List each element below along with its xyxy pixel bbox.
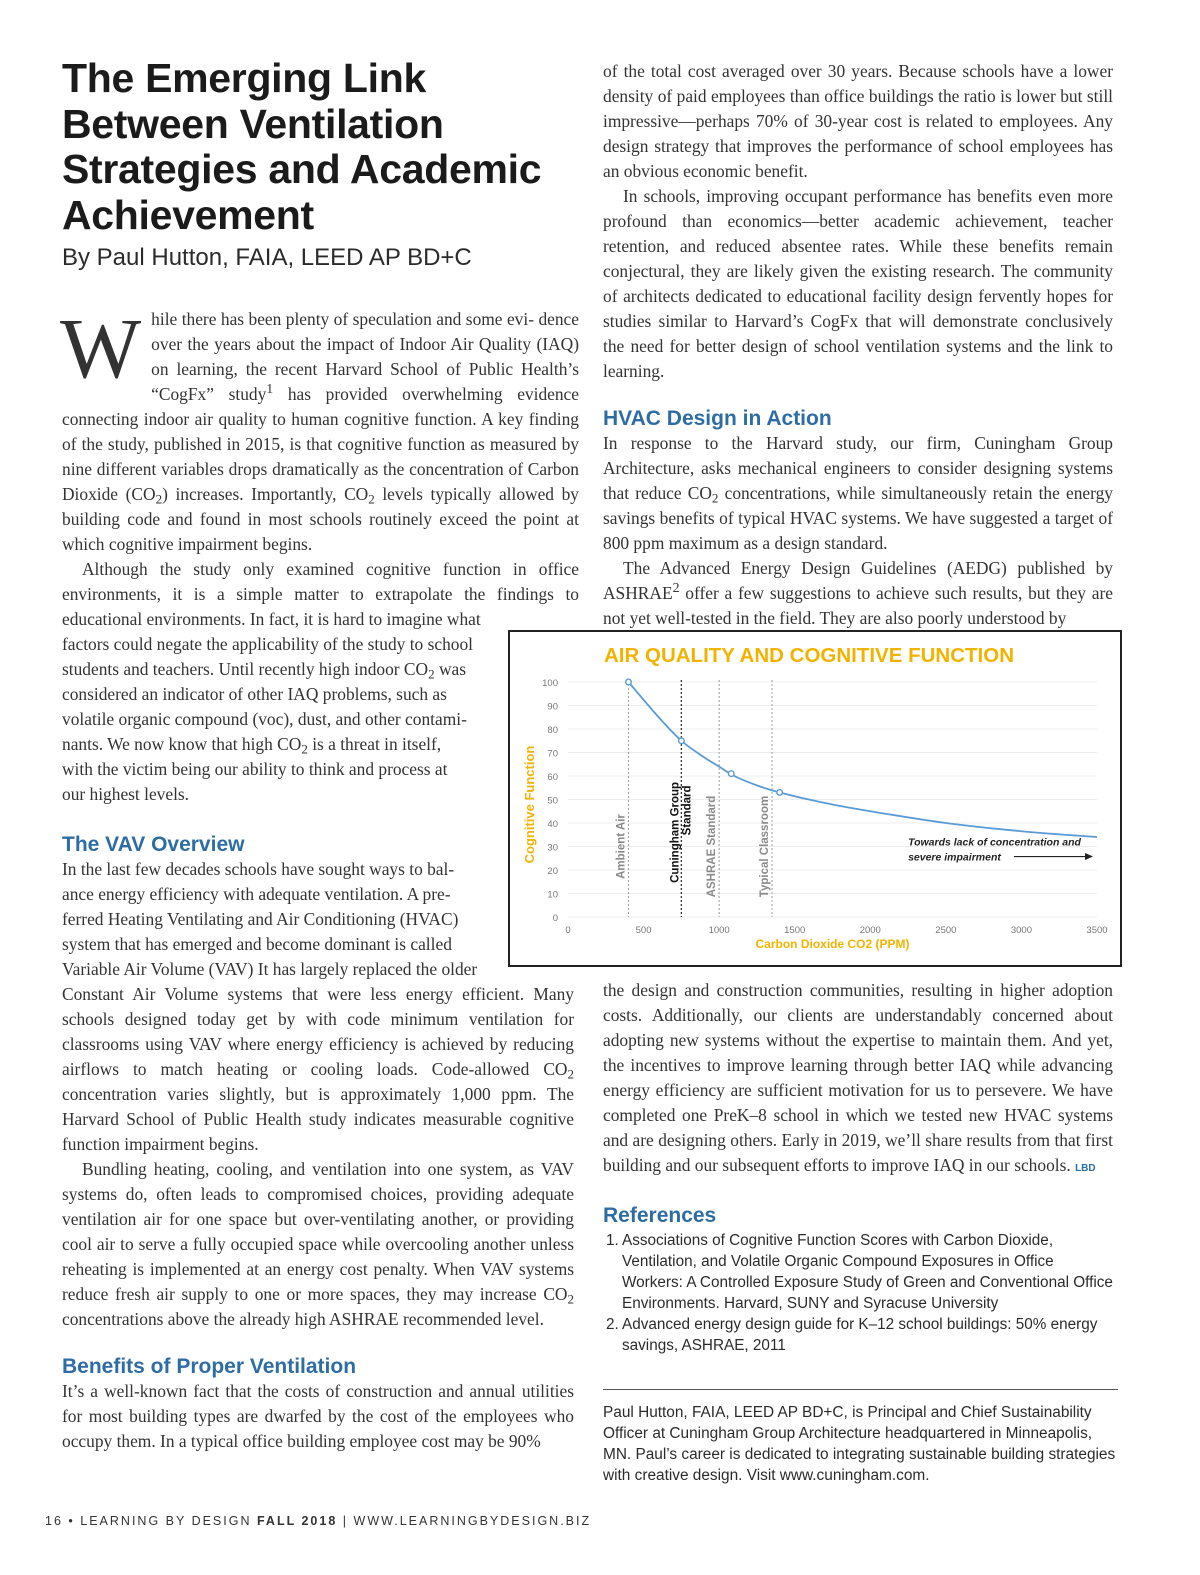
intro-text: levels typically allowed by building code and found in most schools routinely exceed the point at which cognitive impairment begins. [62,484,579,554]
y-tick-label: 40 [547,819,558,830]
x-tick-label: 1000 [708,925,730,936]
author-bio: Paul Hutton, FAIA, LEED AP BD+C, is Principal and Chief Sustainability Officer at Cuningham Group Architecture headquartered in Minneapolis, MN. Paul’s career is dedicated to integrating sustainable building strategies with creative design. Visit www.cuningham.com. [603,1389,1118,1486]
end-mark: LBD [1075,1163,1096,1174]
intro-line: Quality (IAQ) on learning, the recent Harvard School of [151,334,579,379]
intro-text: Public Health’s “CogFx” study [151,359,579,404]
benefits-paragraph-1: It’s a well-known fact that the costs of construction and annual utilities for most building types are dwarfed by the cost of the employees who occupy them. In a typical office building employee cost may be 90% [62,1381,574,1451]
vav-line: Variable Air Volume (VAV) It has largely replaced the older [62,959,478,979]
intro-line: factors could negate the applicability of the study to school [62,634,473,654]
page-footer [45,1514,591,1528]
y-tick-label: 60 [547,772,558,783]
vav-paragraph-2: Bundling heating, cooling, and ventilation into one system, as VAV systems do, often leads to compromised choices, providing adequate ventilation air for one space but over-ventilating another, or providing cool air to serve a fully occupied space while overcooling another unless reheating is implemented at an energy cost penalty. When VAV systems reduce fresh air supply to one or more spaces, they may increase $CO_2$ concentrations above the already high ASHRAE recommended level. [62,1159,574,1329]
article-title: The Emerging Link Between Ventilation Strategies and Academic Achievement [62,55,542,238]
intro-paragraph-1 [60,300,579,557]
data-point-marker [728,771,734,777]
footnote-ref: 1 [266,382,274,398]
y-tick-label: 30 [547,842,558,854]
y-tick-label: 100 [542,678,558,689]
y-tick-label: 0 [552,913,558,924]
chart-annotation-line-1: Towards lack of concentration and [908,836,1081,849]
reference-label: Typical Classroom [759,795,772,898]
right-paragraph-2: In schools, improving occupant performance has benefits even more profound than economics—better academic achievement, teacher retention, and reduced absentee rates. While these benefits remain conjectural, they are likely given the existing research. The community of architects dedicated to educational facility design fervently hopes for studies similar to Harvard’s CogFx that will demonstrate conclusively the need for better design of school ventilation systems and the link to learning. [603,186,1113,381]
series-markers [626,679,783,795]
subscript: 2 [368,491,375,507]
intro-column [60,300,579,807]
data-point-marker [777,790,783,796]
vav-line: ferred Heating Ventilating and Air Conditioning (HVAC) [62,909,459,929]
drop-cap: W [60,300,142,396]
x-tick-label: 500 [635,925,652,936]
benefits-heading: Benefits of Proper Ventilation [62,1355,357,1378]
intro-paragraph-2 [62,557,579,632]
hvac-paragraph-1: In response to the Harvard study, our firm, Cuningham Group Architecture, asks mechanical engineers to consider designing systems that reduce $CO_2$ concentrations, while simultaneously retain the energy savings benefits of typical HVAC systems. We have suggested a target of 800 ppm maximum as a design standard. [603,433,1113,553]
x-tick-label: 2500 [935,925,957,936]
x-tick-label: 3000 [1010,925,1032,936]
footer-separator: | [342,1514,349,1528]
reference-item: 1. Associations of Cognitive Function Scores with Carbon Dioxide, Ventilation, and Volatile Organic Compound Exposures in Office Workers: A Controlled Exposure Study of Green and Conventional Office Environments. Harvard, SUNY and Syracuse University [606,1232,1113,1312]
reference-label: Ambient Air [615,814,628,879]
intro-text: has provided overwhelming evidence connecting indoor air quality to human cognitive function. A key finding of the study, published in 2015, is that cognitive function as measured by nine different variables drops dramatically as the concentration of Carbon Dioxide (CO [62,384,579,504]
hvac-paragraph-3: the design and construction communities, resulting in higher adoption costs. Additionally, our clients are understandably concerned about adopting new systems without the expertise to maintain them. And yet, the incentives to improve learning through better IAQ while advancing energy efficiency are sufficient motivation for us to persevere. We have completed one PreK–8 school in which we tested new HVAC systems and are designing others. Early in 2019, we’ll share results from that first building and our subsequent efforts to improve IAQ in our schools. LBD [603,980,1113,1175]
chart-grid [568,682,1097,917]
x-tick-label: 2000 [859,925,881,936]
vav-heading: The VAV Overview [62,833,245,856]
vav-line: In the last few decades schools have sought ways to bal- [62,859,455,879]
y-tick-label: 80 [547,725,558,736]
issue-label: FALL 2018 [256,1514,338,1528]
y-axis-label: Cognitive Function [522,745,537,864]
vav-column [62,832,574,1454]
intro-line: nants. We now know that high $CO_2$ is a threat in itself, [62,734,442,757]
byline: By Paul Hutton, FAIA, LEED AP BD+C [62,244,472,271]
annotation-arrowhead [1085,853,1093,860]
intro-line: students and teachers. Until recently high indoor $CO_2$ was [62,659,467,682]
y-tick-labels [542,678,558,924]
chart-title: AIR QUALITY AND COGNITIVE FUNCTION [604,644,1014,667]
y-tick-label: 90 [547,701,558,713]
intro-text: ) increases. Importantly, CO [162,484,369,504]
right-paragraph-1: of the total cost averaged over 30 years. Because schools have a lower density of paid employees than office buildings the ratio is lower but still impressive—perhaps 70% of 30-year cost is related to employees. Any design strategy that improves the performance of school employees has an obvious economic benefit. [603,61,1113,181]
y-tick-label: 70 [547,748,558,760]
reference-label: ASHRAE Standard [706,795,719,898]
vav-paragraph-1-wrap [62,857,482,982]
references-list [603,1230,1113,1356]
hvac-heading: HVAC Design in Action [603,407,832,430]
intro-line: considered an indicator of other IAQ problems, such as [62,684,447,704]
intro-line: with the victim being our ability to think and process at [62,759,448,779]
air-quality-chart [510,632,1120,965]
hvac-paragraph-2: The Advanced Energy Design Guidelines (AEDG) published by ASHRAE$^2$ offer a few suggestions to achieve such results, but they are not yet well-tested in the field. They are also poorly understood by [603,558,1113,628]
chart-box [508,630,1122,967]
intro-line: hile there has been plenty of speculation and some evi- [151,309,534,329]
reference-label: Standard [681,785,694,836]
y-tick-label: 10 [547,889,558,901]
reference-lines [615,680,772,917]
y-tick-label: 50 [547,795,558,807]
data-point-marker [626,679,632,685]
x-tick-label: 1500 [784,925,806,936]
reference-item: 2. Advanced energy design guide for K–12 school buildings: 50% energy savings, ASHRAE, 2011 [606,1316,1098,1354]
footer-bullet: • [68,1514,75,1528]
x-tick-labels [565,925,1107,936]
data-point-marker [679,738,685,744]
x-tick-label: 0 [565,925,571,936]
page-number: 16 [45,1514,63,1528]
intro-line: dence over the years about the impact of Indoor Air [151,309,579,354]
references-heading: References [603,1204,717,1227]
intro-paragraph-2-wrap [62,632,482,807]
vav-paragraph-1: Constant Air Volume systems that were less energy efficient. Many schools designed today get by with code minimum ventilation for classrooms using VAV where energy efficiency is achieved by reducing airflows to match heating or cooling loads. Code-allowed $CO_2$ concentration varies slightly, but is approximately 1,000 ppm. The Harvard School of Public Health study indicates measurable cognitive function impairment begins. [62,984,574,1154]
chart-annotation-line-2: severe impairment [908,851,1001,864]
right-column-bottom [603,978,1113,1356]
vav-line: ance energy efficiency with adequate ventilation. A pre- [62,884,451,904]
y-tick-label: 20 [547,866,558,877]
vav-line: system that has emerged and become dominant is called [62,934,452,954]
footer-url: WWW.LEARNINGBYDESIGN.BIZ [353,1514,592,1528]
subscript: 2 [155,491,163,507]
intro-text: Although the study only examined cognitive function in office environments, it is a simple matter to extrapolate the findings to educational environments. In fact, it is hard to imagine what [62,559,579,629]
intro-line: our highest levels. [62,784,190,804]
x-axis-label: Carbon Dioxide CO2 (PPM) [755,937,910,951]
reference-label: Cuningham Group [669,781,682,883]
intro-line: volatile organic compound (voc), dust, and other contami- [62,709,467,729]
right-column-top [603,59,1113,631]
magazine-name: LEARNING BY DESIGN [80,1514,252,1528]
x-tick-label: 3500 [1086,925,1108,936]
